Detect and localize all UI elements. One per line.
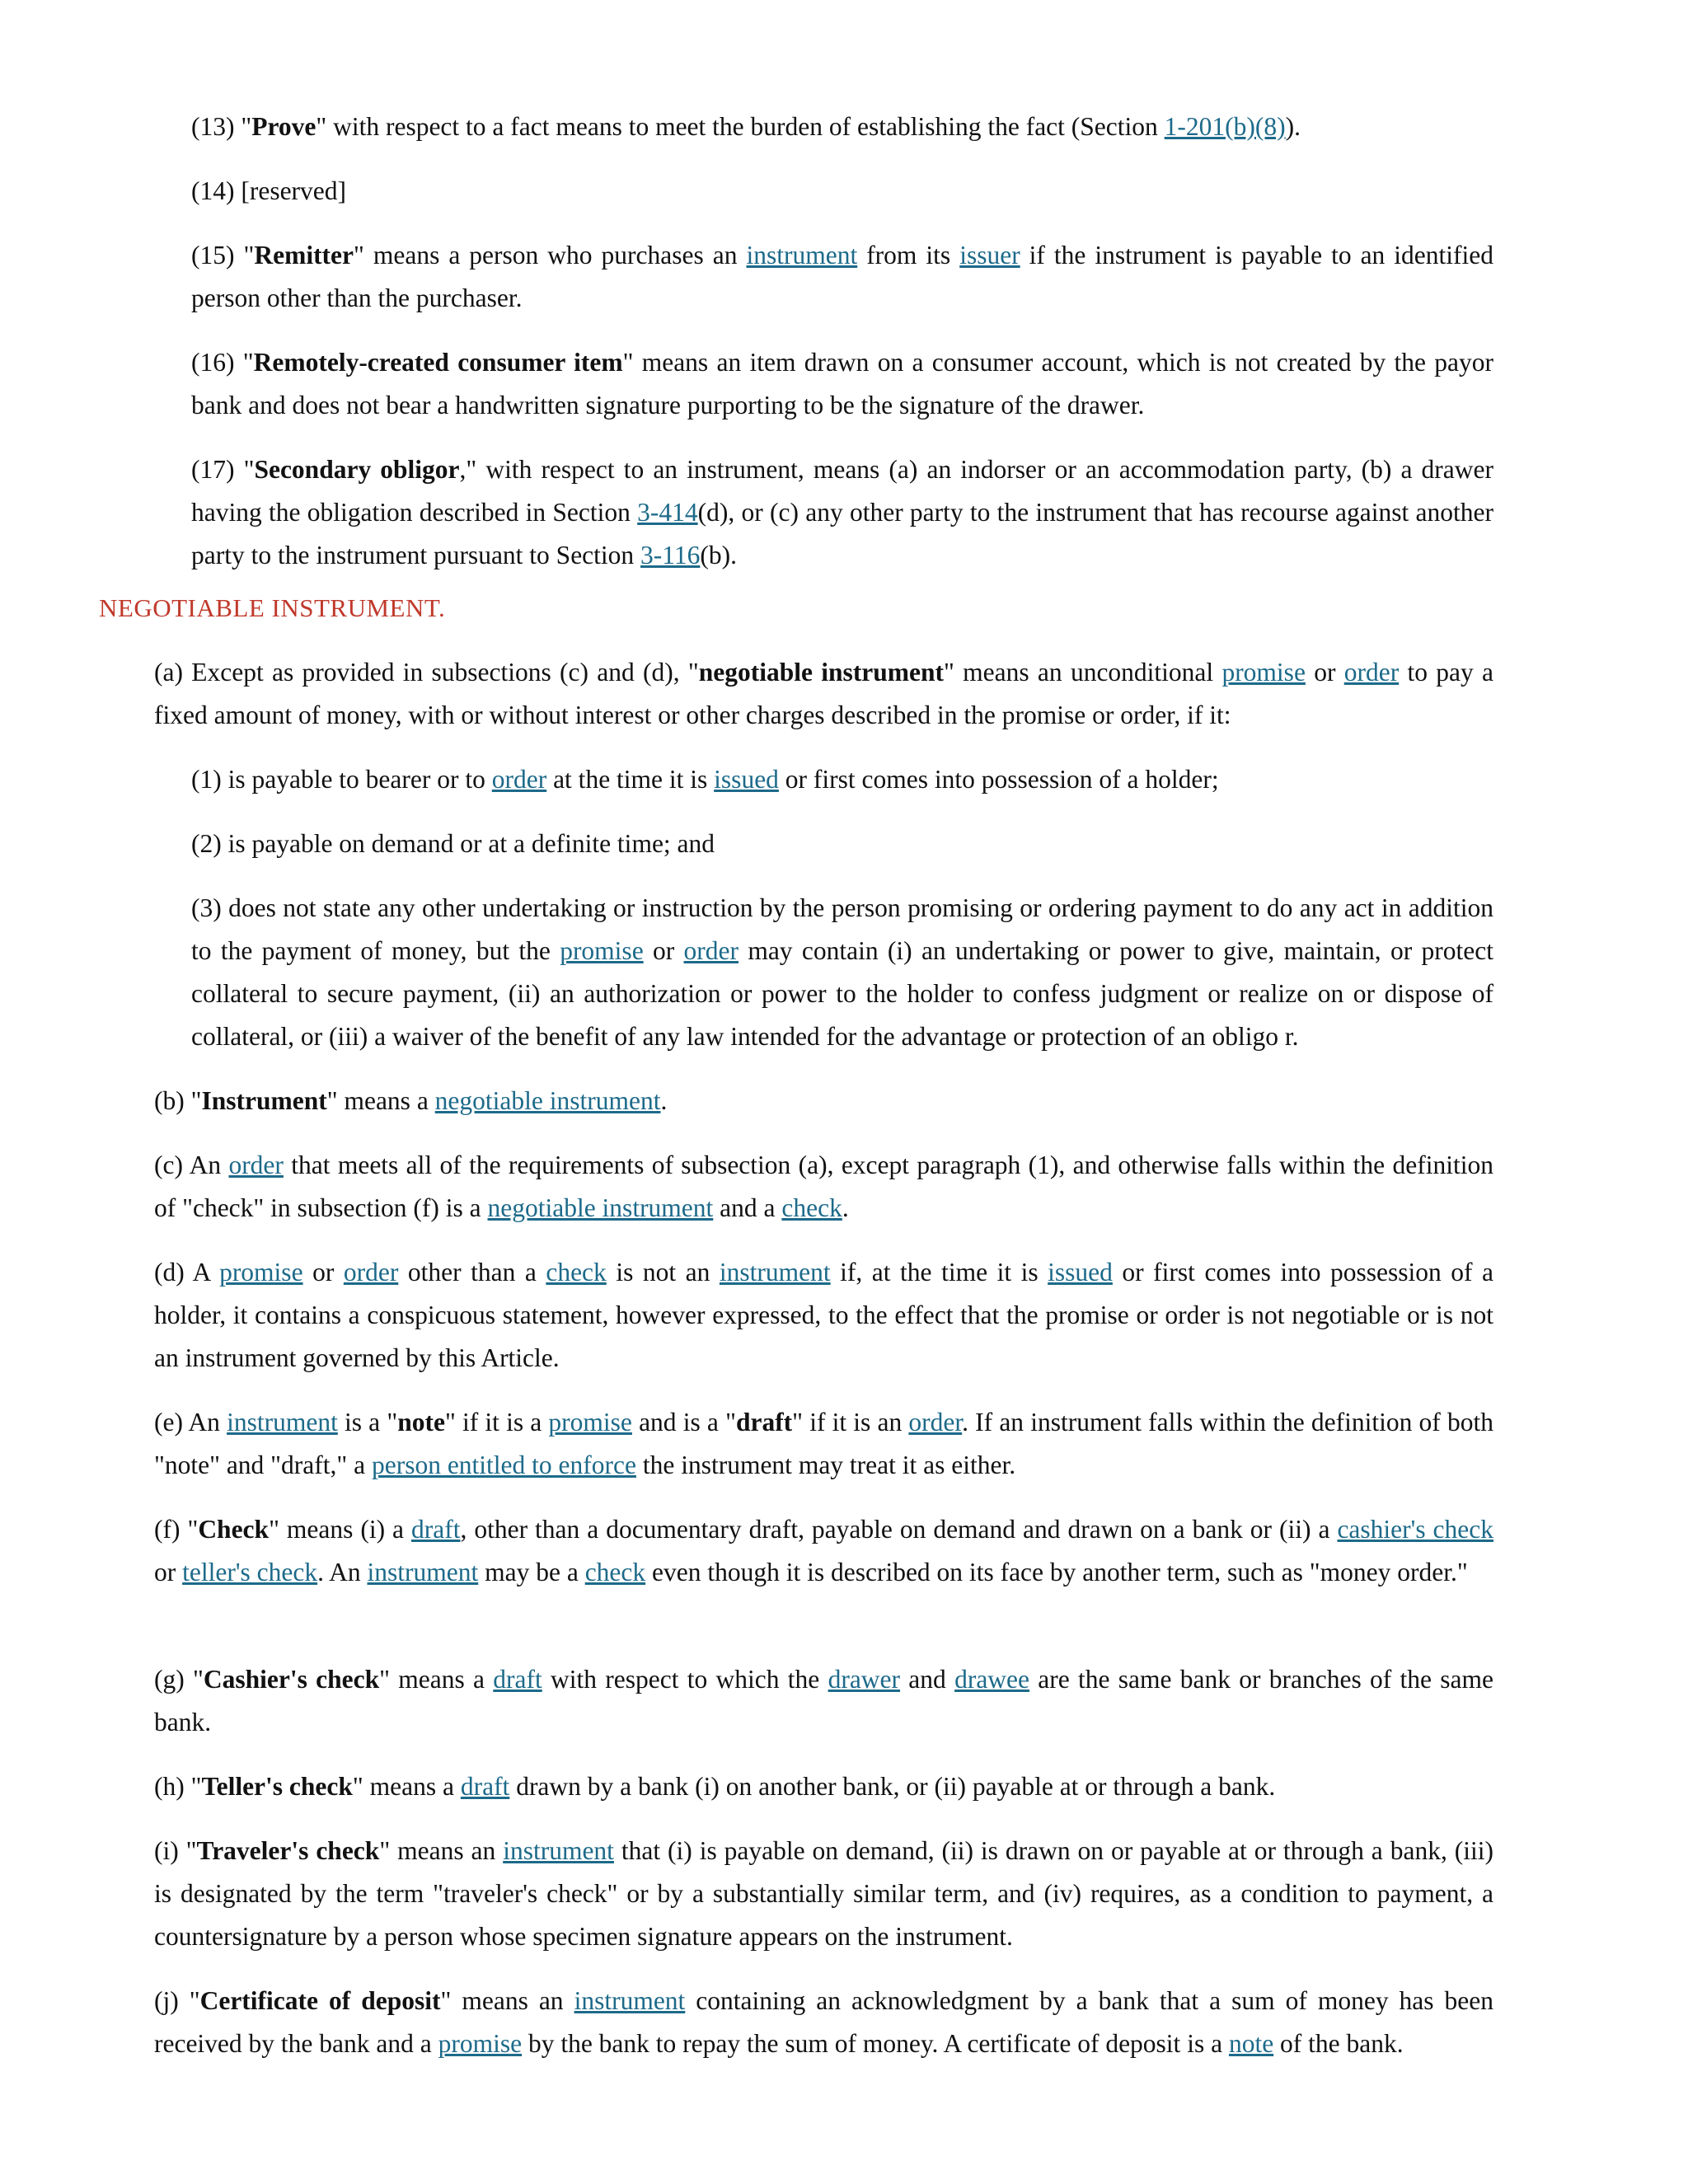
link-instrument[interactable]: instrument: [719, 1258, 831, 1286]
link-person-entitled-to-enforce[interactable]: person entitled to enforce: [371, 1451, 636, 1479]
definition-secondary-obligor: (17) "Secondary obligor," with respect to an instrument, means (a) an indorser or an accommodation party, (b) a drawer having the obligation described in Section 3-414(d), or (c) any other party to the instrument that has recourse against another party to the instrument pursuant to Section 3-116(b).: [191, 455, 1493, 569]
term-remitter: Remitter: [254, 241, 354, 269]
subsection-b: (b) "Instrument" means a negotiable instrument.: [154, 1086, 668, 1115]
link-tellers-check[interactable]: teller's check: [182, 1558, 318, 1586]
definition-reserved: (14) [reserved]: [191, 176, 347, 205]
link-promise[interactable]: promise: [548, 1408, 632, 1436]
term-cashiers-check: Cashier's check: [203, 1665, 380, 1694]
definition-remitter: (15) "Remitter" means a person who purchases an instrument from its issuer if the instrument is payable to an identified person other than the purchaser.: [191, 241, 1493, 312]
link-section-3-414[interactable]: 3-414: [637, 498, 698, 527]
subsection-a-3: (3) does not state any other undertaking or instruction by the person promising or ordering payment to do any act in addition to the payment of money, but the promise or order may contain (i) an undertaking or power to give, maintain, or protect collateral to secure payment, (ii) an authorization or power to the holder to confess judgment or realize on or dispose of collateral, or (iii) a waiver of the benefit of any law intended for the advantage or protection of an obligo r.: [191, 893, 1493, 1051]
subsection-j: (j) "Certificate of deposit" means an instrument containing an acknowledgment by a bank that a sum of money has been received by the bank and a promise by the bank to repay the sum of money. A certificate of deposit is a note of the bank.: [154, 1986, 1494, 2058]
link-promise[interactable]: promise: [1221, 658, 1306, 687]
link-instrument[interactable]: instrument: [227, 1408, 338, 1436]
link-instrument[interactable]: instrument: [503, 1836, 614, 1865]
term-instrument: Instrument: [201, 1086, 327, 1115]
term-prove: Prove: [251, 112, 316, 141]
definition-remotely-created-item: (16) "Remotely-created consumer item" means an item drawn on a consumer account, which is not created by the payor bank and does not bear a handwritten signature purporting to be the signature of the drawer.: [191, 348, 1494, 419]
subsection-c: (c) An order that meets all of the requirements of subsection (a), except paragraph (1), and otherwise falls within the definition of "check" in subsection (f) is a negotiable instrument and a check.: [154, 1151, 1493, 1222]
subsection-f: (f) "Check" means (i) a draft, other than a documentary draft, payable on demand and drawn on a bank or (ii) a cashier's check or teller's check. An instrument may be a check even though it is described on its face by another term, such as "money order.": [154, 1515, 1494, 1586]
subsection-g: (g) "Cashier's check" means a draft with respect to which the drawer and drawee are the same bank or branches of the same bank.: [154, 1665, 1494, 1736]
term-certificate-of-deposit: Certificate of deposit: [199, 1986, 441, 2015]
link-section-1-201[interactable]: 1-201(b)(8): [1164, 112, 1286, 141]
link-order[interactable]: order: [343, 1258, 399, 1286]
link-promise[interactable]: promise: [560, 936, 644, 965]
link-negotiable-instrument[interactable]: negotiable instrument: [487, 1193, 714, 1222]
subsection-a-2: (2) is payable on demand or at a definite time; and: [191, 829, 715, 858]
link-instrument[interactable]: instrument: [367, 1558, 479, 1586]
link-issued[interactable]: issued: [714, 765, 779, 794]
link-order[interactable]: order: [1343, 658, 1400, 687]
link-promise[interactable]: promise: [219, 1258, 303, 1286]
link-order[interactable]: order: [683, 936, 739, 965]
link-drawer[interactable]: drawer: [828, 1665, 901, 1694]
link-order[interactable]: order: [908, 1408, 963, 1436]
link-instrument[interactable]: instrument: [574, 1986, 686, 2015]
link-check[interactable]: check: [781, 1193, 842, 1222]
subsection-e: (e) An instrument is a "note" if it is a promise and is a "draft" if it is an order. If an instrument falls within the definition of both "note" and "draft," a person entitled to enforce the instrument may treat it as either.: [154, 1408, 1493, 1479]
link-draft[interactable]: draft: [460, 1772, 510, 1801]
link-draft[interactable]: draft: [411, 1515, 461, 1544]
subsection-a: (a) Except as provided in subsections (c) and (d), "negotiable instrument" means an unconditional promise or order to pay a fixed amount of money, with or without interest or other charges described in the promise or order, if it:: [154, 658, 1493, 729]
link-check[interactable]: check: [584, 1558, 646, 1586]
term-draft: draft: [735, 1408, 793, 1436]
term-check: Check: [198, 1515, 270, 1544]
link-issuer[interactable]: issuer: [959, 241, 1020, 269]
subsection-a-1: (1) is payable to bearer or to order at the time it is issued or first comes into possession of a holder;: [191, 765, 1219, 794]
link-drawee[interactable]: drawee: [954, 1665, 1030, 1694]
subsection-d: (d) A promise or order other than a check is not an instrument if, at the time it is issued or first comes into possession of a holder, it contains a conspicuous statement, however expressed, to the effect that the promise or order is not negotiable or is not an instrument governed by this Article.: [154, 1258, 1493, 1372]
subsection-i: (i) "Traveler's check" means an instrument that (i) is payable on demand, (ii) is drawn on or payable at or through a bank, (iii) is designated by the term "traveler's check" or by a substantially similar term, and (iv) requires, as a condition to payment, a countersignature by a person whose specimen signature appears on the instrument.: [154, 1836, 1493, 1951]
subsection-h: (h) "Teller's check" means a draft drawn by a bank (i) on another bank, or (ii) payable at or through a bank.: [154, 1772, 1276, 1801]
link-draft[interactable]: draft: [493, 1665, 542, 1694]
link-order[interactable]: order: [228, 1151, 284, 1179]
definition-prove: (13) "Prove" with respect to a fact means to meet the burden of establishing the fact (Section 1-201(b)(8)).: [191, 112, 1301, 141]
link-instrument[interactable]: instrument: [746, 241, 858, 269]
term-tellers-check: Teller's check: [201, 1772, 353, 1801]
term-travelers-check: Traveler's check: [196, 1836, 380, 1865]
term-negotiable-instrument: negotiable instrument: [698, 658, 945, 687]
link-section-3-116[interactable]: 3-116: [640, 541, 701, 569]
link-promise[interactable]: promise: [438, 2029, 523, 2058]
link-note[interactable]: note: [1228, 2029, 1274, 2058]
term-secondary-obligor: Secondary obligor: [254, 455, 460, 484]
term-note: note: [397, 1408, 445, 1436]
term-remotely-created: Remotely-created consumer item: [253, 348, 623, 377]
link-issued[interactable]: issued: [1048, 1258, 1113, 1286]
link-order[interactable]: order: [491, 765, 547, 794]
section-heading: NEGOTIABLE INSTRUMENT.: [99, 593, 446, 622]
link-negotiable-instrument[interactable]: negotiable instrument: [434, 1086, 661, 1115]
link-cashiers-check[interactable]: cashier's check: [1337, 1515, 1494, 1544]
link-check[interactable]: check: [546, 1258, 607, 1286]
